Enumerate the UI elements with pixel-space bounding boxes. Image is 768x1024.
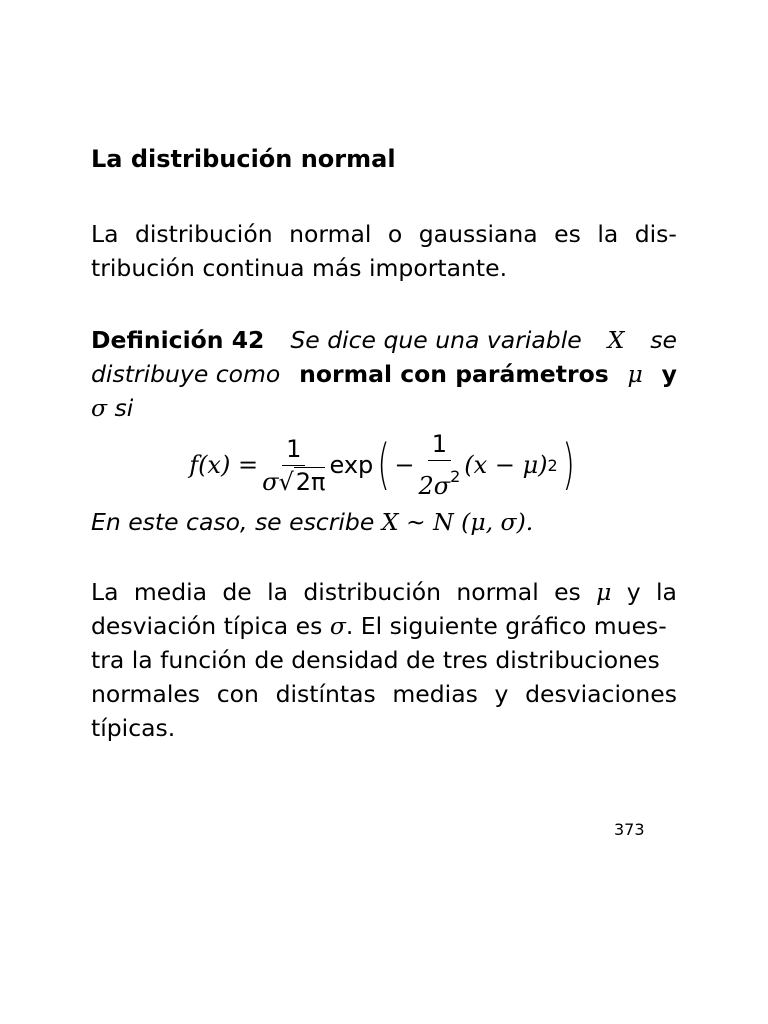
fraction-denominator <box>262 466 325 496</box>
word: gaussiana <box>418 220 538 248</box>
word: con <box>216 680 259 708</box>
denominator-text: 2σ <box>418 472 451 500</box>
fraction-denominator <box>418 461 460 500</box>
definition-label: Definición 42 <box>91 326 265 354</box>
media-line-3: tra la función de densidad de tres distribuciones <box>91 646 660 674</box>
definition-line-2 <box>91 357 677 391</box>
exponent: 2 <box>547 455 558 475</box>
definition-bold-phrase: normal con parámetros <box>299 360 609 388</box>
definition-text: si <box>114 394 134 422</box>
word: distribución <box>303 578 442 606</box>
sigma-symbol: σ <box>91 394 108 422</box>
page-number: 373 <box>614 820 645 839</box>
definition-y: y <box>661 360 677 388</box>
word: la <box>597 220 619 248</box>
media-line-2 <box>91 609 677 643</box>
media-line-4 <box>91 677 677 711</box>
exponent: 2 <box>450 467 461 486</box>
intro-line-2: tribución continua más importante. <box>91 254 508 282</box>
media-line-5: típicas. <box>91 714 176 742</box>
word: y <box>494 680 509 708</box>
media-line-1 <box>91 575 677 609</box>
word: de <box>222 578 252 606</box>
fraction-normalizer <box>262 435 325 496</box>
definition-line-1 <box>91 323 677 357</box>
word: la <box>267 578 289 606</box>
exp-function: exp <box>329 451 374 479</box>
word: es <box>554 578 581 606</box>
definition-text: se <box>650 326 677 354</box>
intro-paragraph <box>91 217 677 285</box>
word: La <box>91 578 119 606</box>
word: o <box>387 220 403 248</box>
word: desviaciones <box>525 680 677 708</box>
word: medias <box>392 680 478 708</box>
word: distribución <box>134 220 273 248</box>
word: media <box>133 578 208 606</box>
fraction-numerator: 1 <box>428 430 451 461</box>
fraction-exponent <box>418 430 460 500</box>
fraction-numerator: 1 <box>282 435 305 466</box>
intro-line-1 <box>91 217 677 251</box>
definition-line-3 <box>91 391 677 425</box>
word: y <box>626 578 641 606</box>
word: normal <box>289 220 372 248</box>
word: La <box>91 220 119 248</box>
section-heading: La distribución normal <box>91 145 396 173</box>
text: . El siguiente gráfico mues- <box>345 612 667 640</box>
notation-expression: X ∼ N (μ, σ). <box>381 508 534 536</box>
right-paren: ) <box>561 433 575 496</box>
definition-text: distribuye como <box>91 360 281 388</box>
sqrt-sign: √ <box>278 467 294 496</box>
radicand-text: 2π <box>295 467 326 496</box>
word: es <box>554 220 581 248</box>
formula-lhs: f(x) = <box>189 451 259 479</box>
sigma-symbol: σ <box>329 612 346 640</box>
notation-line <box>91 505 533 539</box>
left-paren: ( <box>377 433 391 496</box>
word: distíntas <box>275 680 376 708</box>
definition-text: Se dice que una variable <box>290 326 582 354</box>
text: desviación típica es <box>91 612 323 640</box>
normal-density-formula <box>91 430 677 500</box>
mu-symbol: μ <box>596 578 612 606</box>
media-paragraph <box>91 575 677 745</box>
variable-x: X <box>607 326 625 354</box>
word: normal <box>456 578 539 606</box>
sqrt-radicand <box>294 467 326 496</box>
mu-symbol: μ <box>627 360 643 388</box>
word: dis- <box>634 220 677 248</box>
page <box>91 0 677 1024</box>
definition-paragraph <box>91 323 677 425</box>
word: normales <box>91 680 201 708</box>
word: la <box>656 578 677 606</box>
notation-text: En este caso, se escribe <box>91 508 375 536</box>
sigma-symbol: σ <box>262 467 279 496</box>
formula-tail: (x − μ) <box>464 451 548 479</box>
minus-sign: − <box>394 451 415 479</box>
